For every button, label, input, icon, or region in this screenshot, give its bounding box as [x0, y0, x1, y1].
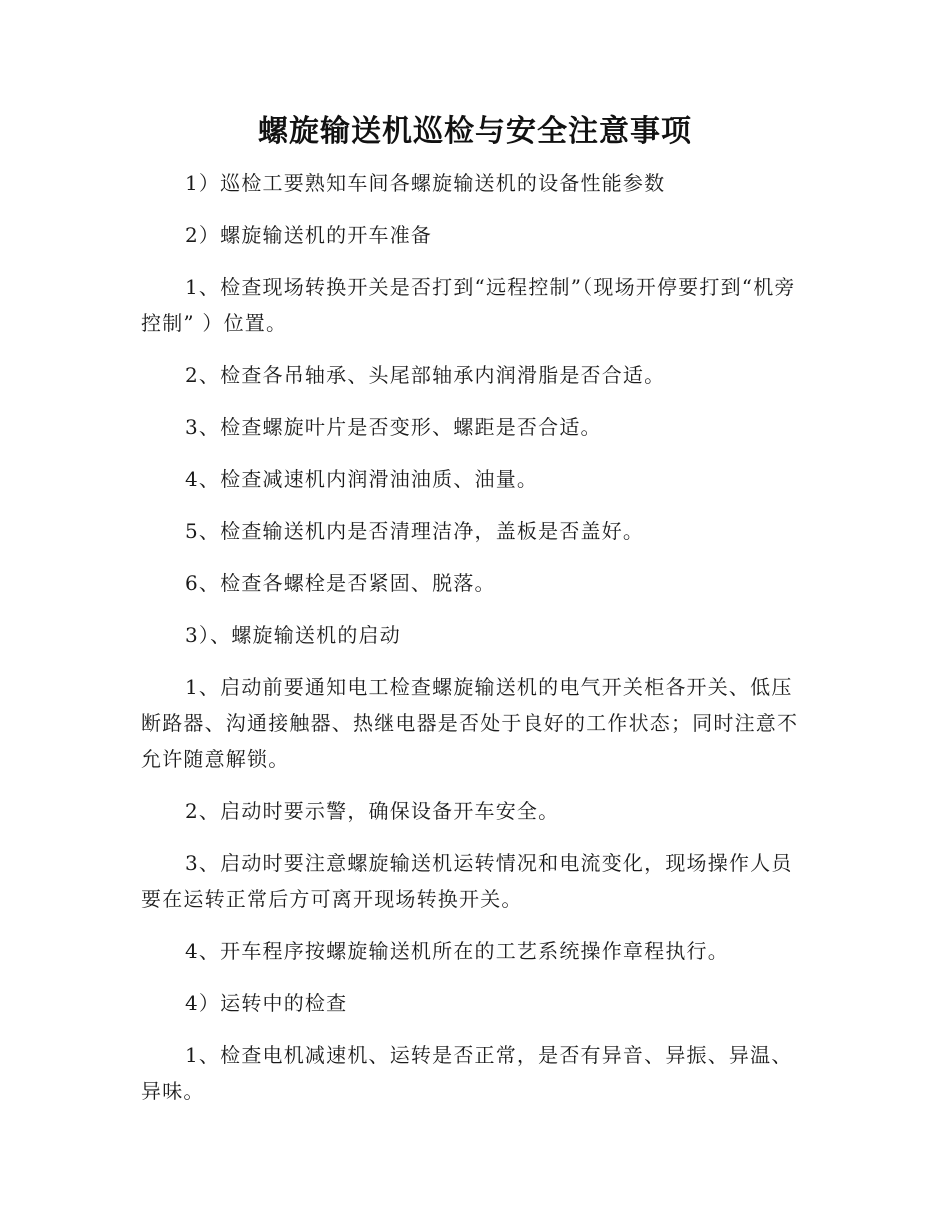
- paragraph-prep-6: 6、检查各螺栓是否紧固、脱落。: [185, 571, 496, 595]
- heading-startup: 3）、螺旋输送机的启动: [185, 623, 401, 647]
- paragraph-prep-4: 4、检查减速机内润滑油油质、油量。: [185, 467, 539, 491]
- document-title: 螺旋输送机巡检与安全注意事项: [258, 114, 692, 149]
- paragraph-prep-2: 2、检查各吊轴承、头尾部轴承内润滑脂是否合适。: [185, 363, 666, 387]
- heading-running-inspection: 4）运转中的检查: [185, 991, 348, 1015]
- paragraph-start-1: 1、启动前要通知电工检查螺旋输送机的电气开关柜各开关、低压断路器、沟通接触器、热继电器是否处于良好的工作状态；同时注意不允许随意解锁。: [141, 675, 799, 771]
- document-body: [141, 165, 807, 1125]
- paragraph-inspection-knowledge: 1）巡检工要熟知车间各螺旋输送机的设备性能参数: [185, 171, 666, 195]
- paragraph-start-2: 2、启动时要示警，确保设备开车安全。: [185, 799, 560, 823]
- paragraph-start-4: 4、开车程序按螺旋输送机所在的工艺系统操作章程执行。: [185, 939, 729, 963]
- paragraph-start-3: 3、启动时要注意螺旋输送机运转情况和电流变化，现场操作人员要在运转正常后方可离开现场转换开关。: [141, 851, 793, 911]
- heading-startup-preparation: 2）螺旋输送机的开车准备: [185, 223, 433, 247]
- paragraph-prep-1: 1、检查现场转换开关是否打到“远程控制”（现场开停要打到“机旁控制” ）位置。: [141, 275, 796, 335]
- paragraph-prep-5: 5、检查输送机内是否清理洁净，盖板是否盖好。: [185, 519, 645, 543]
- paragraph-running-1: 1、检查电机减速机、运转是否正常，是否有异音、异振、异温、异味。: [141, 1043, 793, 1103]
- paragraph-prep-3: 3、检查螺旋叶片是否变形、螺距是否合适。: [185, 415, 602, 439]
